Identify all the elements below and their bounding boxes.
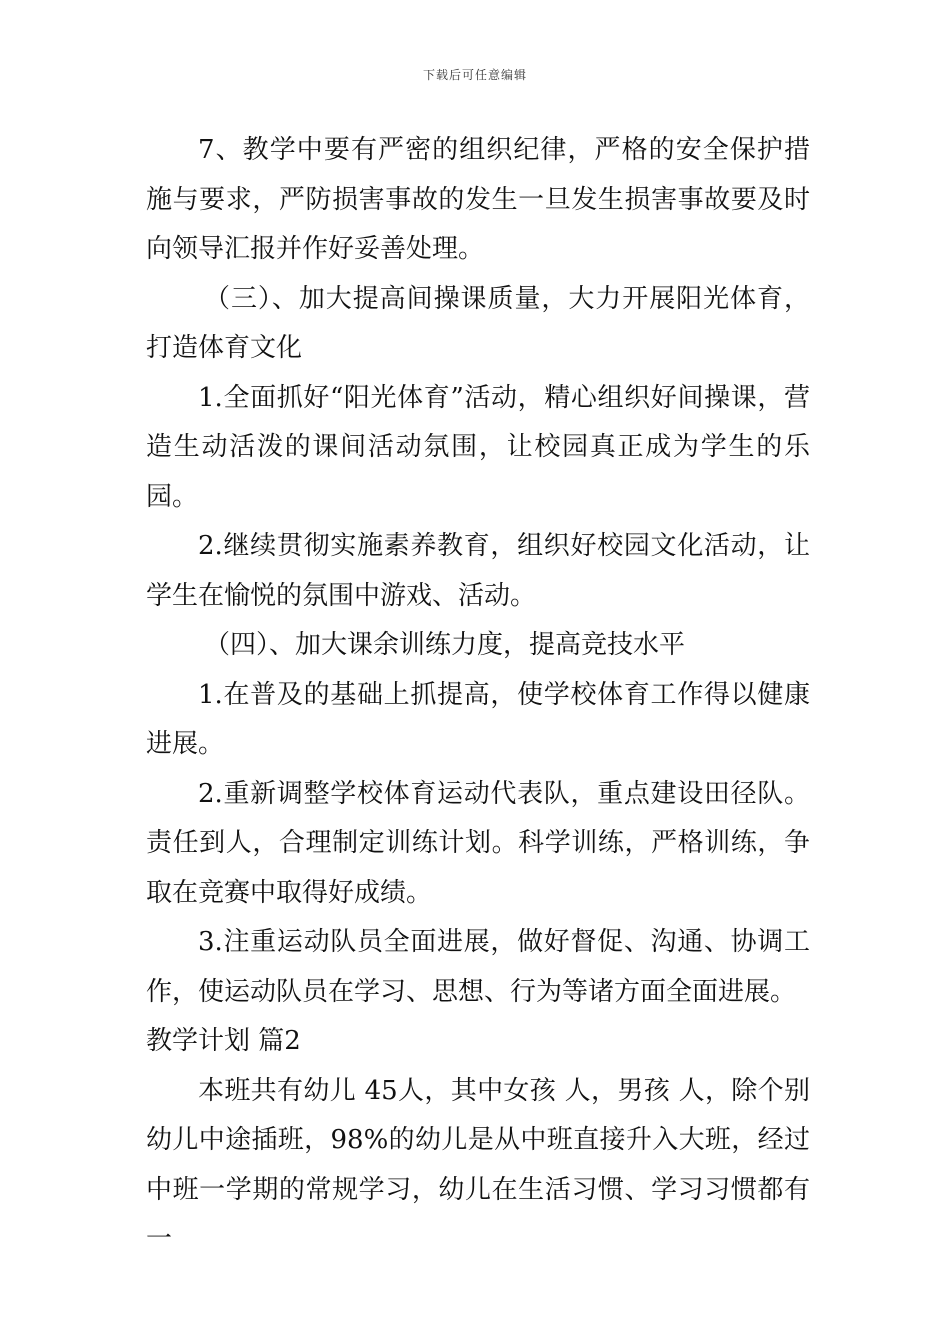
document-body <box>146 126 810 1265</box>
page-header-note: 下载后可任意编辑 <box>422 68 527 82</box>
section-heading-3: （三）、加大提高间操课质量，大力开展阳光体育，打造体育文化 <box>146 283 810 363</box>
paragraph-athlete-development: 3.注重运动队员全面进展，做好督促、沟通、协调工作，使运动队员在学习、思想、行为等诸方面全面进展。 <box>146 927 810 1007</box>
article-title-part-2: 教学计划 篇2 <box>146 1026 301 1056</box>
paragraph-item-7: 7、教学中要有严密的组织纪律，严格的安全保护措施与要求，严防损害事故的发生一旦发生损害事故要及时向领导汇报并作好妥善处理。 <box>146 135 810 264</box>
section-heading-4: （四）、加大课余训练力度，提高竞技水平 <box>204 630 686 660</box>
paragraph-popularization: 1.在普及的基础上抓提高，使学校体育工作得以健康进展。 <box>146 679 810 759</box>
paragraph-sunshine-sports: 1.全面抓好“阳光体育”活动，精心组织好间操课，营造生动活泼的课间活动氛围，让校园真正成为学生的乐园。 <box>146 382 810 512</box>
paragraph-quality-education: 2.继续贯彻实施素养教育，组织好校园文化活动，让学生在愉悦的氛围中游戏、活动。 <box>146 531 810 611</box>
paragraph-class-overview: 本班共有幼儿 45人，其中女孩 人，男孩 人，除个别幼儿中途插班，98%的幼儿是从中班直接升入大班，经过中班一学期的常规学习，幼儿在生活习惯、学习习惯都有一 <box>146 1075 810 1254</box>
paragraph-sports-team: 2.重新调整学校体育运动代表队，重点建设田径队。责任到人，合理制定训练计划。科学训练，严格训练，争取在竞赛中取得好成绩。 <box>146 778 810 908</box>
